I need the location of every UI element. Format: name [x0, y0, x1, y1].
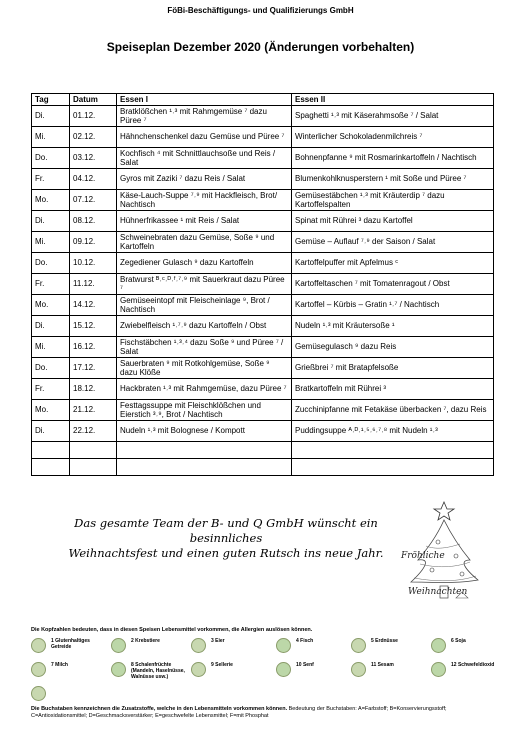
empty-row: [32, 442, 494, 459]
shrimp-icon: [111, 638, 126, 653]
sulfur-icon: [431, 662, 446, 677]
cell-essen1: Hühnerfrikassee ¹ mit Reis / Salat: [117, 211, 292, 232]
cell-datum: 14.12.: [70, 295, 117, 316]
table-row: [32, 211, 494, 232]
xmas-script-frohliche: Fröhliche: [401, 551, 445, 561]
cell-tag: Di.: [32, 421, 70, 442]
cell-essen2: Spaghetti ¹˒³ mit Käserahmsoße ⁷ / Salat: [292, 106, 494, 127]
cell-tag: Do.: [32, 148, 70, 169]
allergen-label: 12 Schwefeldioxid: [451, 662, 495, 668]
table-row: [32, 379, 494, 400]
nut-icon: [111, 662, 126, 677]
column-header-tag: Tag: [32, 94, 70, 106]
cell-datum: 08.12.: [70, 211, 117, 232]
greeting-line-2: Weihnachtsfest und einen guten Rutsch ins neue Jahr.: [68, 546, 384, 560]
cell-datum: 03.12.: [70, 148, 117, 169]
allergen-label: 8 Schalenfrüchte (Mandeln, Haselnüsse, Walnüsse usw.): [131, 662, 185, 680]
allergen-label: 7 Milch: [51, 662, 68, 668]
allergen-label: 2 Krebstiere: [131, 638, 160, 644]
cell-essen1: Käse-Lauch-Suppe ⁷˒⁹ mit Hackfleisch, Brot/ Nachtisch: [117, 190, 292, 211]
cell-datum: 02.12.: [70, 127, 117, 148]
cell-essen1: Schweinebraten dazu Gemüse, Soße ⁹ und Kartoffeln: [117, 232, 292, 253]
allergen-label: 6 Soja: [451, 638, 466, 644]
lupin-icon: [31, 686, 46, 701]
table-row: [32, 253, 494, 274]
allergen-label: 11 Sesam: [371, 662, 394, 668]
cell-essen2: Winterlicher Schokoladenmilchreis ⁷: [292, 127, 494, 148]
cell-tag: Mo.: [32, 295, 70, 316]
cell-datum: 16.12.: [70, 337, 117, 358]
sesame-icon: [351, 662, 366, 677]
cell-datum: 15.12.: [70, 316, 117, 337]
organization-name: FöBi-Beschäftigungs- und Qualifizierungs GmbH: [167, 6, 354, 15]
table-row: [32, 106, 494, 127]
cell-essen2: Bratkartoffeln mit Rührei ³: [292, 379, 494, 400]
cell-tag: Mo.: [32, 400, 70, 421]
additives-legend: Bedeutung der Buchstaben: A=Farbstoff; B=Konservierungsstoff; C=Antioxidationsmittel; D=Geschmacksverstärker; E=geschwefelte Lebensmittel; F=mit Phosphat: [31, 706, 447, 719]
table-row: [32, 190, 494, 211]
christmas-tree-icon: [396, 498, 493, 620]
cell-tag: Mi.: [32, 127, 70, 148]
column-header-essen1: Essen I: [117, 94, 292, 106]
cell-essen2: Kartoffelpuffer mit Apfelmus ᶜ: [292, 253, 494, 274]
cell-tag: Mi.: [32, 232, 70, 253]
cell-essen1: Kochfisch ⁴ mit Schnittlauchsoße und Reis / Salat: [117, 148, 292, 169]
cell-essen1: Hähnchenschenkel dazu Gemüse und Püree ⁷: [117, 127, 292, 148]
column-header-essen2: Essen II: [292, 94, 494, 106]
table-row: [32, 400, 494, 421]
table-row: [32, 274, 494, 295]
empty-cell: [117, 459, 292, 476]
table-row: [32, 295, 494, 316]
additives-lead: Die Buchstaben kennzeichnen die Zusatzstoffe, welche in den Lebensmitteln vorkommen können.: [31, 706, 288, 712]
table-row: [32, 232, 494, 253]
cell-essen1: Gemüseeintopf mit Fleischeinlage ⁹, Brot / Nachtisch: [117, 295, 292, 316]
cell-essen2: Nudeln ¹˒³ mit Kräutersoße ¹: [292, 316, 494, 337]
allergy-legend: [31, 627, 496, 708]
cell-tag: Mo.: [32, 190, 70, 211]
cell-tag: Fr.: [32, 274, 70, 295]
cell-tag: Do.: [32, 358, 70, 379]
empty-cell: [292, 442, 494, 459]
cell-essen2: Grießbrei ⁷ mit Bratapfelsoße: [292, 358, 494, 379]
cell-tag: Mi.: [32, 337, 70, 358]
empty-cell: [117, 442, 292, 459]
cell-essen1: Nudeln ¹˒³ mit Bolognese / Kompott: [117, 421, 292, 442]
cell-tag: Fr.: [32, 169, 70, 190]
additives-footnote: [31, 706, 496, 720]
soy-icon: [431, 638, 446, 653]
cell-datum: 10.12.: [70, 253, 117, 274]
cell-essen2: Blumenkohlknusperstern ¹ mit Soße und Püree ⁷: [292, 169, 494, 190]
table-row: [32, 127, 494, 148]
cell-essen2: Puddingsuppe ᴬ˒ᴰ˒¹˒⁵˒⁶˒⁷˒⁸ mit Nudeln ¹˒³: [292, 421, 494, 442]
allergen-label: 5 Erdnüsse: [371, 638, 398, 644]
table-row: [32, 169, 494, 190]
cell-essen1: Fischstäbchen ¹˒³˒⁴ dazu Soße ⁹ und Püree ⁷ / Salat: [117, 337, 292, 358]
cell-essen1: Gyros mit Zaziki ⁷ dazu Reis / Salat: [117, 169, 292, 190]
table-header-row: [32, 94, 494, 106]
cell-essen2: Spinat mit Rührei ³ dazu Kartoffel: [292, 211, 494, 232]
milk-icon: [31, 662, 46, 677]
egg-icon: [191, 638, 206, 653]
cell-essen1: Bratklößchen ¹˒³ mit Rahmgemüse ⁷ dazu Püree ⁷: [117, 106, 292, 127]
allergen-label: 3 Eier: [211, 638, 225, 644]
empty-cell: [32, 459, 70, 476]
cell-essen2: Zucchinipfanne mit Fetakäse überbacken ⁷, dazu Reis: [292, 400, 494, 421]
cell-essen1: Bratwurst ᴮ˒ᶜ˒ᴰ˒ᶠ˒⁷˒⁹ mit Sauerkraut dazu Püree ⁷: [117, 274, 292, 295]
empty-cell: [292, 459, 494, 476]
cell-tag: Fr.: [32, 379, 70, 400]
fish-icon: [276, 638, 291, 653]
cell-datum: 11.12.: [70, 274, 117, 295]
cell-essen1: Sauerbraten ⁹ mit Rotkohlgemüse, Soße ⁹ dazu Klöße: [117, 358, 292, 379]
cell-tag: Do.: [32, 253, 70, 274]
cell-datum: 04.12.: [70, 169, 117, 190]
cell-tag: Di.: [32, 211, 70, 232]
cell-essen2: Bohnenpfanne ⁹ mit Rosmarinkartoffeln / Nachtisch: [292, 148, 494, 169]
cell-essen1: Hackbraten ¹˒³ mit Rahmgemüse, dazu Püree ⁷: [117, 379, 292, 400]
allergen-label: 9 Sellerie: [211, 662, 233, 668]
allergy-lead-text: Die Kopfzahlen bedeuten, dass in diesen Speisen Lebensmittel vorkommen, die Allergien auslösen können.: [31, 627, 313, 633]
mustard-icon: [276, 662, 291, 677]
page-title: Speiseplan Dezember 2020 (Änderungen vorbehalten): [106, 40, 415, 54]
cell-essen2: Gemüse – Auflauf ⁷˒⁹ der Saison / Salat: [292, 232, 494, 253]
greeting-text: [61, 516, 391, 561]
cell-datum: 01.12.: [70, 106, 117, 127]
table-row: [32, 148, 494, 169]
cell-essen1: Zwiebelfleisch ¹˒⁷˒⁹ dazu Kartoffeln / Obst: [117, 316, 292, 337]
allergen-label: 4 Fisch: [296, 638, 314, 644]
table-row: [32, 316, 494, 337]
allergen-label: 10 Senf: [296, 662, 314, 668]
table-row: [32, 337, 494, 358]
grain-icon: [31, 638, 46, 653]
peanut-icon: [351, 638, 366, 653]
cell-tag: Di.: [32, 316, 70, 337]
table-row: [32, 421, 494, 442]
table-row: [32, 358, 494, 379]
cell-datum: 07.12.: [70, 190, 117, 211]
cell-datum: 18.12.: [70, 379, 117, 400]
cell-essen2: Kartoffeltaschen ⁷ mit Tomatenragout / Obst: [292, 274, 494, 295]
empty-cell: [32, 442, 70, 459]
greeting-line-1: Das gesamte Team der B- und Q GmbH wünscht ein besinnliches: [74, 516, 378, 545]
empty-cell: [70, 442, 117, 459]
cell-essen2: Gemüsegulasch ⁹ dazu Reis: [292, 337, 494, 358]
menu-table: [31, 93, 494, 476]
cell-tag: Di.: [32, 106, 70, 127]
xmas-script-weihnachten: Weihnachten: [408, 587, 468, 597]
cell-essen2: Kartoffel – Kürbis – Gratin ¹˒⁷ / Nachtisch: [292, 295, 494, 316]
cell-essen2: Gemüsestäbchen ¹˒³ mit Kräuterdip ⁷ dazu Kartoffelspalten: [292, 190, 494, 211]
celery-icon: [191, 662, 206, 677]
column-header-datum: Datum: [70, 94, 117, 106]
empty-row: [32, 459, 494, 476]
empty-cell: [70, 459, 117, 476]
cell-datum: 09.12.: [70, 232, 117, 253]
cell-datum: 21.12.: [70, 400, 117, 421]
cell-datum: 22.12.: [70, 421, 117, 442]
allergen-label: 1 Glutenhaltiges Getreide: [51, 638, 90, 650]
cell-essen1: Festtagssuppe mit Fleischklößchen und Eierstich ³˒⁹, Brot / Nachtisch: [117, 400, 292, 421]
cell-essen1: Zegediener Gulasch ⁹ dazu Kartoffeln: [117, 253, 292, 274]
cell-datum: 17.12.: [70, 358, 117, 379]
christmas-greeting-card: [31, 498, 493, 620]
